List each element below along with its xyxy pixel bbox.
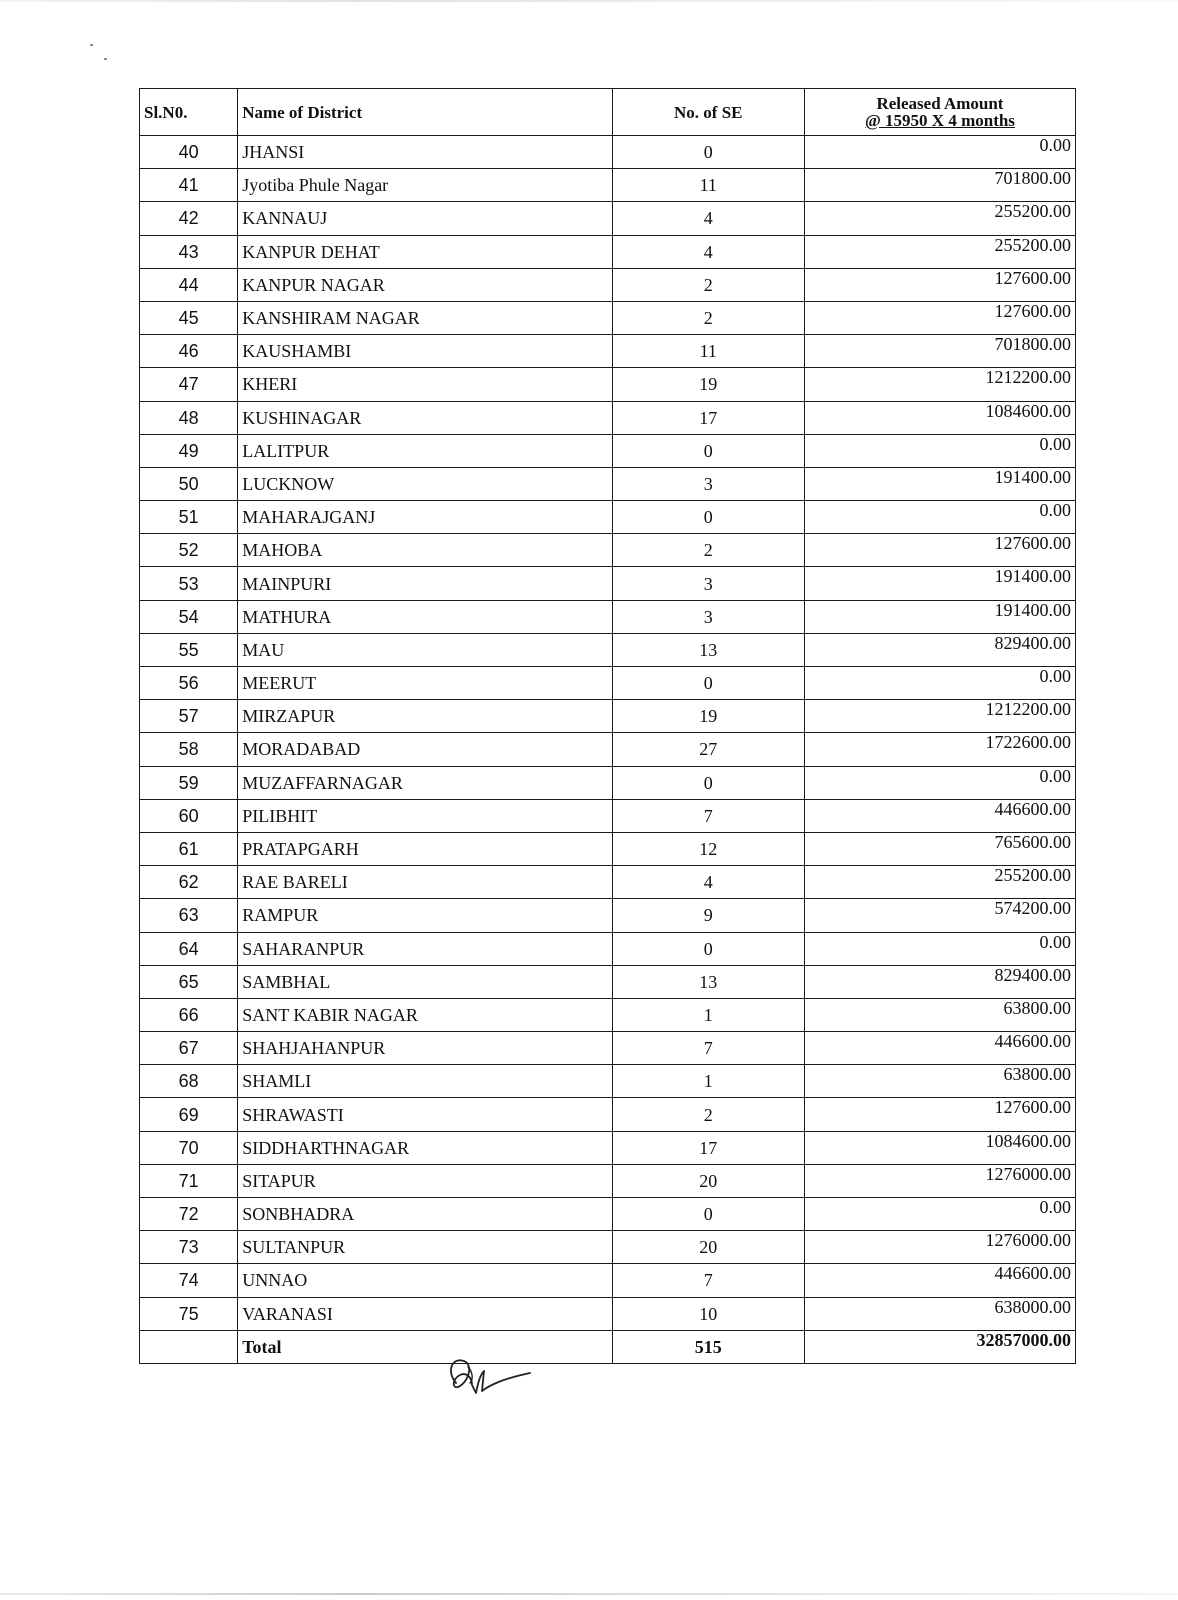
row-sl-no: 40 xyxy=(140,136,238,169)
row-sl-no: 64 xyxy=(140,932,238,965)
row-sl-no: 59 xyxy=(140,766,238,799)
table-row xyxy=(140,301,1076,334)
row-no-of-se: 11 xyxy=(612,169,804,202)
row-district-name: KANNAUJ xyxy=(238,202,612,235)
scan-speck xyxy=(90,44,93,46)
row-no-of-se: 4 xyxy=(612,866,804,899)
row-district-name: MORADABAD xyxy=(238,733,612,766)
row-sl-no: 69 xyxy=(140,1098,238,1131)
table-row xyxy=(140,268,1076,301)
row-sl-no: 55 xyxy=(140,633,238,666)
row-district-name: UNNAO xyxy=(238,1264,612,1297)
row-released-amount: 446600.00 xyxy=(804,1264,1075,1297)
row-sl-no: 52 xyxy=(140,534,238,567)
row-district-name: RAE BARELI xyxy=(238,866,612,899)
total-row xyxy=(140,1330,1076,1363)
row-released-amount: 829400.00 xyxy=(804,633,1075,666)
row-district-name: PILIBHIT xyxy=(238,799,612,832)
table-row xyxy=(140,766,1076,799)
row-released-amount: 255200.00 xyxy=(804,866,1075,899)
total-sl-cell xyxy=(140,1330,238,1363)
table-row xyxy=(140,1297,1076,1330)
table-row xyxy=(140,1065,1076,1098)
row-district-name: KHERI xyxy=(238,368,612,401)
row-sl-no: 62 xyxy=(140,866,238,899)
table-body xyxy=(140,136,1076,1331)
table-row xyxy=(140,202,1076,235)
row-released-amount: 446600.00 xyxy=(804,799,1075,832)
row-district-name: MATHURA xyxy=(238,600,612,633)
row-no-of-se: 1 xyxy=(612,998,804,1031)
row-no-of-se: 0 xyxy=(612,1198,804,1231)
row-sl-no: 49 xyxy=(140,434,238,467)
table-row xyxy=(140,534,1076,567)
header-sl-no: Sl.N0. xyxy=(140,89,238,136)
row-district-name: MEERUT xyxy=(238,667,612,700)
row-district-name: MAU xyxy=(238,633,612,666)
row-no-of-se: 3 xyxy=(612,467,804,500)
table-row xyxy=(140,169,1076,202)
table-row xyxy=(140,667,1076,700)
row-released-amount: 638000.00 xyxy=(804,1297,1075,1330)
row-sl-no: 66 xyxy=(140,998,238,1031)
row-released-amount: 191400.00 xyxy=(804,467,1075,500)
row-released-amount: 1084600.00 xyxy=(804,401,1075,434)
row-district-name: SHAMLI xyxy=(238,1065,612,1098)
row-released-amount: 191400.00 xyxy=(804,600,1075,633)
row-sl-no: 67 xyxy=(140,1032,238,1065)
row-sl-no: 50 xyxy=(140,467,238,500)
row-sl-no: 73 xyxy=(140,1231,238,1264)
header-released-amount xyxy=(804,89,1075,136)
row-district-name: SHAHJAHANPUR xyxy=(238,1032,612,1065)
row-district-name: LALITPUR xyxy=(238,434,612,467)
row-sl-no: 43 xyxy=(140,235,238,268)
table-row xyxy=(140,567,1076,600)
row-sl-no: 45 xyxy=(140,301,238,334)
row-no-of-se: 13 xyxy=(612,965,804,998)
row-sl-no: 46 xyxy=(140,335,238,368)
table-row xyxy=(140,832,1076,865)
row-sl-no: 42 xyxy=(140,202,238,235)
row-released-amount: 255200.00 xyxy=(804,202,1075,235)
row-no-of-se: 11 xyxy=(612,335,804,368)
total-se: 515 xyxy=(612,1330,804,1363)
row-released-amount: 0.00 xyxy=(804,667,1075,700)
row-no-of-se: 2 xyxy=(612,301,804,334)
row-no-of-se: 3 xyxy=(612,567,804,600)
total-amount: 32857000.00 xyxy=(804,1330,1075,1363)
table-row xyxy=(140,1164,1076,1197)
row-sl-no: 71 xyxy=(140,1164,238,1197)
row-no-of-se: 7 xyxy=(612,1264,804,1297)
row-district-name: KANPUR DEHAT xyxy=(238,235,612,268)
table-row xyxy=(140,1032,1076,1065)
row-released-amount: 191400.00 xyxy=(804,567,1075,600)
table-row xyxy=(140,932,1076,965)
row-sl-no: 63 xyxy=(140,899,238,932)
row-sl-no: 44 xyxy=(140,268,238,301)
signature-icon xyxy=(442,1353,532,1405)
table-row xyxy=(140,899,1076,932)
row-district-name: MAHOBA xyxy=(238,534,612,567)
row-no-of-se: 3 xyxy=(612,600,804,633)
row-no-of-se: 13 xyxy=(612,633,804,666)
row-sl-no: 56 xyxy=(140,667,238,700)
row-district-name: PRATAPGARH xyxy=(238,832,612,865)
row-released-amount: 1276000.00 xyxy=(804,1231,1075,1264)
total-label: Total xyxy=(238,1330,612,1363)
row-released-amount: 127600.00 xyxy=(804,268,1075,301)
row-no-of-se: 0 xyxy=(612,932,804,965)
row-no-of-se: 4 xyxy=(612,202,804,235)
row-sl-no: 58 xyxy=(140,733,238,766)
row-no-of-se: 4 xyxy=(612,235,804,268)
row-released-amount: 127600.00 xyxy=(804,1098,1075,1131)
table-header-row xyxy=(140,89,1076,136)
row-no-of-se: 17 xyxy=(612,401,804,434)
row-district-name: MAHARAJGANJ xyxy=(238,501,612,534)
table-row xyxy=(140,467,1076,500)
table-row xyxy=(140,799,1076,832)
header-district-name: Name of District xyxy=(238,89,612,136)
row-released-amount: 255200.00 xyxy=(804,235,1075,268)
row-released-amount: 0.00 xyxy=(804,766,1075,799)
row-no-of-se: 20 xyxy=(612,1164,804,1197)
row-district-name: KANPUR NAGAR xyxy=(238,268,612,301)
table-row xyxy=(140,1231,1076,1264)
row-sl-no: 75 xyxy=(140,1297,238,1330)
row-district-name: MAINPURI xyxy=(238,567,612,600)
row-sl-no: 68 xyxy=(140,1065,238,1098)
row-no-of-se: 0 xyxy=(612,667,804,700)
row-no-of-se: 0 xyxy=(612,434,804,467)
row-district-name: LUCKNOW xyxy=(238,467,612,500)
row-sl-no: 47 xyxy=(140,368,238,401)
row-released-amount: 0.00 xyxy=(804,501,1075,534)
table-row xyxy=(140,401,1076,434)
row-district-name: SAHARANPUR xyxy=(238,932,612,965)
table-row xyxy=(140,335,1076,368)
row-released-amount: 1722600.00 xyxy=(804,733,1075,766)
table-row xyxy=(140,733,1076,766)
row-released-amount: 0.00 xyxy=(804,434,1075,467)
row-district-name: SITAPUR xyxy=(238,1164,612,1197)
table-row xyxy=(140,235,1076,268)
row-released-amount: 765600.00 xyxy=(804,832,1075,865)
scan-edge-top xyxy=(0,0,1178,2)
row-sl-no: 57 xyxy=(140,700,238,733)
row-sl-no: 65 xyxy=(140,965,238,998)
row-no-of-se: 0 xyxy=(612,501,804,534)
row-no-of-se: 0 xyxy=(612,766,804,799)
table-row xyxy=(140,1098,1076,1131)
table-row xyxy=(140,866,1076,899)
row-sl-no: 60 xyxy=(140,799,238,832)
header-released-amount-rate: @ 15950 X 4 months xyxy=(864,111,1015,130)
row-district-name: SIDDHARTHNAGAR xyxy=(238,1131,612,1164)
row-released-amount: 1084600.00 xyxy=(804,1131,1075,1164)
row-district-name: KANSHIRAM NAGAR xyxy=(238,301,612,334)
row-district-name: MUZAFFARNAGAR xyxy=(238,766,612,799)
row-released-amount: 127600.00 xyxy=(804,301,1075,334)
table-row xyxy=(140,1131,1076,1164)
row-no-of-se: 19 xyxy=(612,700,804,733)
row-no-of-se: 2 xyxy=(612,1098,804,1131)
table-row xyxy=(140,1198,1076,1231)
row-sl-no: 51 xyxy=(140,501,238,534)
row-released-amount: 63800.00 xyxy=(804,998,1075,1031)
row-district-name: SULTANPUR xyxy=(238,1231,612,1264)
row-district-name: SAMBHAL xyxy=(238,965,612,998)
table-row xyxy=(140,965,1076,998)
row-released-amount: 446600.00 xyxy=(804,1032,1075,1065)
row-released-amount: 1212200.00 xyxy=(804,700,1075,733)
row-released-amount: 701800.00 xyxy=(804,169,1075,202)
table-row xyxy=(140,136,1076,169)
row-no-of-se: 7 xyxy=(612,799,804,832)
row-sl-no: 48 xyxy=(140,401,238,434)
row-district-name: Jyotiba Phule Nagar xyxy=(238,169,612,202)
table-row xyxy=(140,633,1076,666)
row-district-name: KAUSHAMBI xyxy=(238,335,612,368)
row-released-amount: 574200.00 xyxy=(804,899,1075,932)
row-no-of-se: 7 xyxy=(612,1032,804,1065)
row-district-name: RAMPUR xyxy=(238,899,612,932)
scan-edge-bottom xyxy=(0,1593,1178,1595)
row-sl-no: 41 xyxy=(140,169,238,202)
row-no-of-se: 27 xyxy=(612,733,804,766)
table-row xyxy=(140,1264,1076,1297)
row-no-of-se: 19 xyxy=(612,368,804,401)
scan-speck xyxy=(104,58,107,60)
row-sl-no: 74 xyxy=(140,1264,238,1297)
header-no-of-se: No. of SE xyxy=(612,89,804,136)
district-release-table xyxy=(139,88,1076,1364)
row-no-of-se: 10 xyxy=(612,1297,804,1330)
row-released-amount: 829400.00 xyxy=(804,965,1075,998)
row-released-amount: 0.00 xyxy=(804,1198,1075,1231)
row-no-of-se: 17 xyxy=(612,1131,804,1164)
row-no-of-se: 9 xyxy=(612,899,804,932)
table-row xyxy=(140,368,1076,401)
row-district-name: JHANSI xyxy=(238,136,612,169)
row-released-amount: 1276000.00 xyxy=(804,1164,1075,1197)
row-released-amount: 1212200.00 xyxy=(804,368,1075,401)
table-row xyxy=(140,434,1076,467)
row-sl-no: 54 xyxy=(140,600,238,633)
table-row xyxy=(140,501,1076,534)
row-district-name: SONBHADRA xyxy=(238,1198,612,1231)
row-no-of-se: 20 xyxy=(612,1231,804,1264)
row-district-name: KUSHINAGAR xyxy=(238,401,612,434)
table-row xyxy=(140,700,1076,733)
row-district-name: SANT KABIR NAGAR xyxy=(238,998,612,1031)
row-district-name: VARANASI xyxy=(238,1297,612,1330)
row-released-amount: 63800.00 xyxy=(804,1065,1075,1098)
row-sl-no: 61 xyxy=(140,832,238,865)
row-no-of-se: 1 xyxy=(612,1065,804,1098)
row-released-amount: 0.00 xyxy=(804,136,1075,169)
row-district-name: MIRZAPUR xyxy=(238,700,612,733)
table-row xyxy=(140,998,1076,1031)
row-sl-no: 53 xyxy=(140,567,238,600)
row-district-name: SHRAWASTI xyxy=(238,1098,612,1131)
row-released-amount: 0.00 xyxy=(804,932,1075,965)
row-no-of-se: 12 xyxy=(612,832,804,865)
row-sl-no: 70 xyxy=(140,1131,238,1164)
header-released-amount-title: Released Amount xyxy=(876,94,1004,113)
table-row xyxy=(140,600,1076,633)
row-sl-no: 72 xyxy=(140,1198,238,1231)
row-released-amount: 127600.00 xyxy=(804,534,1075,567)
row-no-of-se: 2 xyxy=(612,534,804,567)
row-released-amount: 701800.00 xyxy=(804,335,1075,368)
row-no-of-se: 2 xyxy=(612,268,804,301)
row-no-of-se: 0 xyxy=(612,136,804,169)
